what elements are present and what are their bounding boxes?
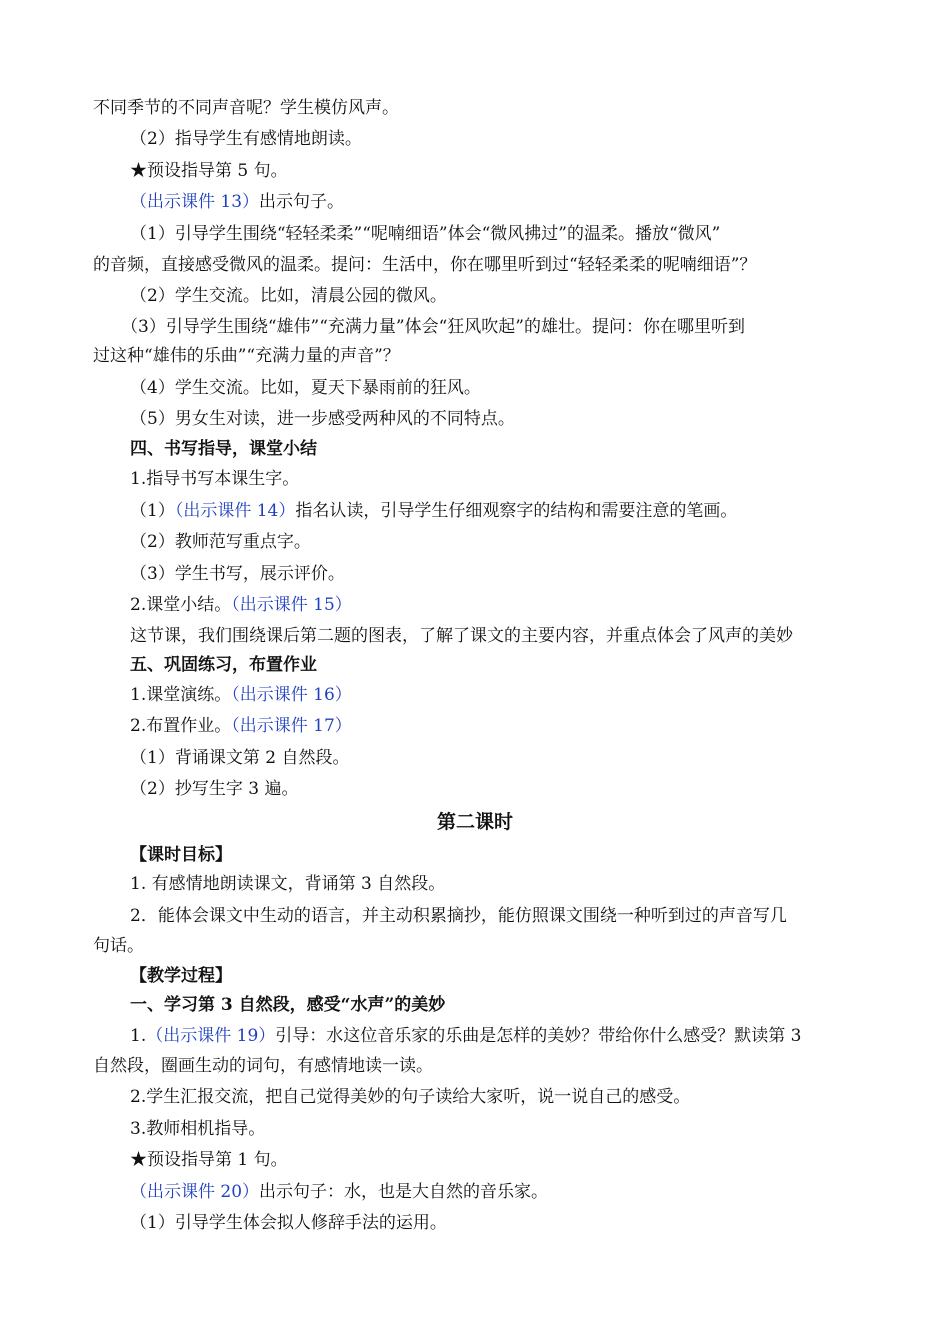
section-heading: 一、学习第 3 自然段，感受“水声”的美妙 bbox=[130, 995, 446, 1015]
section-heading: 四、书写指导，课堂小结 bbox=[130, 439, 317, 459]
courseware-link[interactable]: （出示课件 17） bbox=[231, 716, 352, 736]
paragraph-line: （4）学生交流。比如，夏天下暴雨前的狂风。 bbox=[130, 378, 481, 398]
paragraph-line: （5）男女生对读，进一步感受两种风的不同特点。 bbox=[130, 409, 515, 429]
section-heading: 五、巩固练习，布置作业 bbox=[130, 655, 317, 675]
paragraph-line: 1.指导书写本课生字。 bbox=[130, 469, 300, 489]
subsection-heading: 【教学过程】 bbox=[130, 966, 232, 986]
paragraph-line: 1.（出示课件 19）引导：水这位音乐家的乐曲是怎样的美妙？带给你什么感受？默读第 3 bbox=[130, 1026, 802, 1046]
paragraph-line: 的音频，直接感受微风的温柔。提问：生活中，你在哪里听到过“轻轻柔柔的呢喃细语”？ bbox=[93, 255, 757, 275]
paragraph-line: 2.课堂小结。（出示课件 15） bbox=[130, 595, 352, 615]
paragraph-line: 2．能体会课文中生动的语言，并主动积累摘抄，能仿照课文围绕一种听到过的声音写几 bbox=[130, 906, 787, 926]
courseware-link[interactable]: （出示课件 13） bbox=[130, 192, 260, 212]
paragraph-line: 自然段，圈画生动的词句，有感情地读一读。 bbox=[93, 1056, 433, 1076]
courseware-link[interactable]: （出示课件 16） bbox=[231, 685, 352, 705]
paragraph-line: （3）引导学生围绕“雄伟”“充满力量”体会“狂风吹起”的雄壮。提问：你在哪里听到 bbox=[121, 317, 745, 337]
lesson-title: 第二课时 bbox=[436, 811, 513, 833]
paragraph-line: （2）教师范写重点字。 bbox=[130, 532, 311, 552]
paragraph-line: 不同季节的不同声音呢？学生模仿风声。 bbox=[93, 98, 399, 118]
paragraph-line: （1）引导学生体会拟人修辞手法的运用。 bbox=[130, 1213, 447, 1233]
paragraph-line: （3）学生书写，展示评价。 bbox=[130, 564, 345, 584]
paragraph-line: 这节课，我们围绕课后第二题的图表，了解了课文的主要内容，并重点体会了风声的美妙 bbox=[130, 626, 793, 646]
paragraph-line: ★预设指导第 1 句。 bbox=[130, 1150, 288, 1170]
paragraph-line: （2）指导学生有感情地朗读。 bbox=[130, 129, 362, 149]
courseware-link[interactable]: （出示课件 15） bbox=[231, 595, 352, 615]
courseware-link[interactable]: （出示课件 19） bbox=[146, 1026, 276, 1046]
subsection-heading: 【课时目标】 bbox=[130, 845, 232, 865]
paragraph-line: （1）（出示课件 14）指名认读，引导学生仔细观察字的结构和需要注意的笔画。 bbox=[130, 501, 738, 521]
paragraph-line: 句话。 bbox=[93, 936, 144, 956]
paragraph-line: 1. 有感情地朗读课文，背诵第 3 自然段。 bbox=[130, 874, 446, 894]
paragraph-line: （出示课件 20）出示句子：水，也是大自然的音乐家。 bbox=[130, 1182, 549, 1202]
paragraph-line: （2）抄写生字 3 遍。 bbox=[130, 779, 299, 799]
paragraph-line: 3.教师相机指导。 bbox=[130, 1119, 266, 1139]
paragraph-line: （2）学生交流。比如，清晨公园的微风。 bbox=[130, 286, 447, 306]
paragraph-line: ★预设指导第 5 句。 bbox=[130, 161, 288, 181]
paragraph-line: （1）背诵课文第 2 自然段。 bbox=[130, 748, 350, 768]
paragraph-line: （1）引导学生围绕“轻轻柔柔”“呢喃细语”体会“微风拂过”的温柔。播放“微风” bbox=[130, 224, 721, 244]
paragraph-line: 过这种“雄伟的乐曲”“充满力量的声音”？ bbox=[93, 346, 400, 366]
paragraph-line: 2.布置作业。（出示课件 17） bbox=[130, 716, 352, 736]
paragraph-line: （出示课件 13）出示句子。 bbox=[130, 192, 345, 212]
courseware-link[interactable]: （出示课件 14） bbox=[174, 501, 296, 521]
courseware-link[interactable]: （出示课件 20） bbox=[130, 1182, 260, 1202]
paragraph-line: 1.课堂演练。（出示课件 16） bbox=[130, 685, 352, 705]
paragraph-line: 2.学生汇报交流，把自己觉得美妙的句子读给大家听，说一说自己的感受。 bbox=[130, 1087, 691, 1107]
